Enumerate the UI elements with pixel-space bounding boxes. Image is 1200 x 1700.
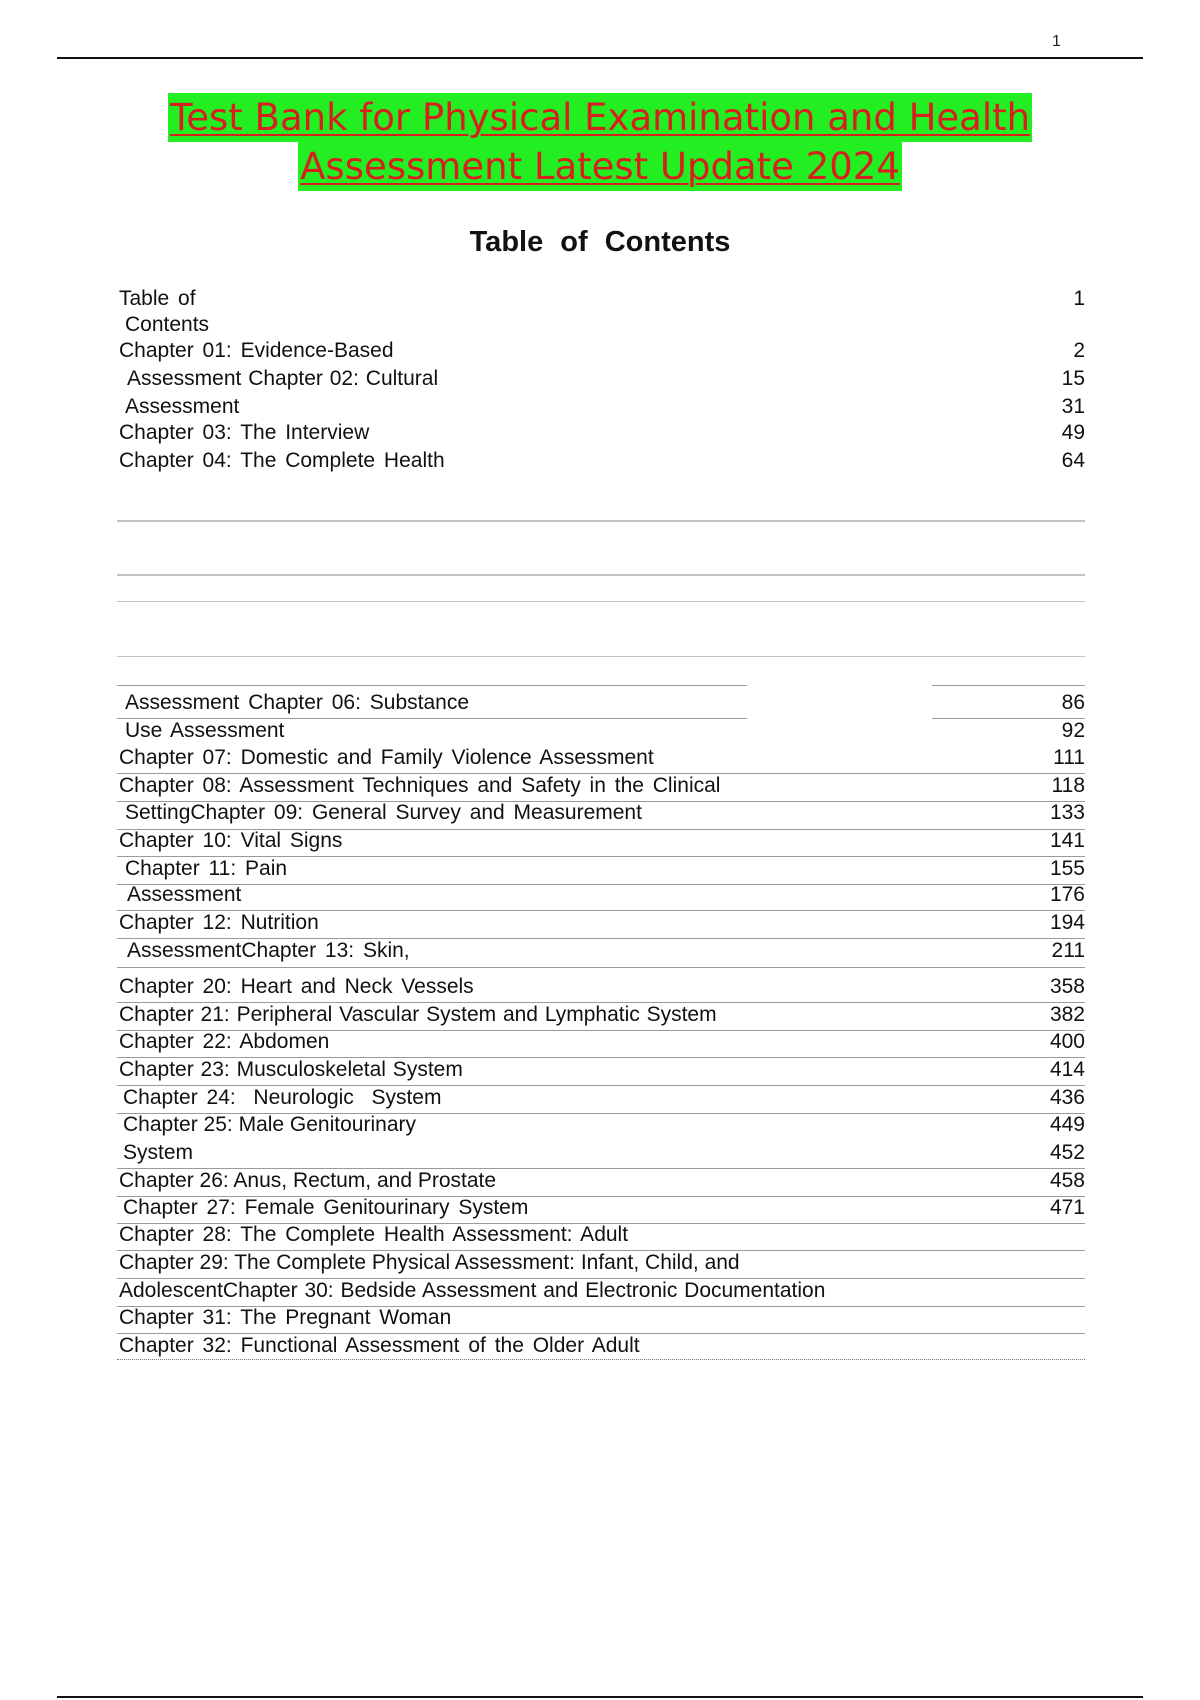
- toc-entry-label: Chapter 21: Peripheral Vascular System and Lymphatic System: [119, 1003, 717, 1026]
- toc-entry-label: Chapter 25: Male Genitourinary: [123, 1113, 416, 1136]
- toc-entry-label: Chapter 27: Female Genitourinary System: [123, 1196, 529, 1219]
- toc-entry-label: Table of: [119, 287, 196, 310]
- toc-entry-label: AdolescentChapter 30: Bedside Assessment and Electronic Documentation: [119, 1279, 826, 1302]
- toc-entry: [117, 1333, 1085, 1359]
- separator-line: [117, 601, 1085, 602]
- toc-entry: [117, 1305, 1085, 1331]
- toc-entry: [117, 718, 1085, 744]
- toc-entry: [117, 312, 1085, 338]
- toc-entry: [117, 974, 1085, 1000]
- toc-entry-page: 458: [1049, 1169, 1085, 1192]
- toc-entry: [117, 1085, 1085, 1111]
- toc-entry-page: 86: [1061, 691, 1085, 714]
- toc-entry: [117, 1112, 1085, 1138]
- toc-entry-label: SettingChapter 09: General Survey and Measurement: [125, 801, 642, 824]
- dotted-separator: [117, 1359, 1085, 1360]
- toc-entry-page: 436: [1049, 1086, 1085, 1109]
- toc-entry: [117, 1278, 1085, 1304]
- toc-entry-label: Chapter 07: Domestic and Family Violence Assessment: [119, 746, 654, 769]
- toc-entry: [117, 394, 1085, 420]
- toc-entry-label: Chapter 28: The Complete Health Assessment: Adult: [119, 1223, 629, 1246]
- toc-entry-page: 118: [1051, 774, 1085, 797]
- separator-line: [932, 685, 1085, 686]
- document-title-line-1: Test Bank for Physical Examination and Health: [168, 93, 1032, 142]
- document-title-line-2: Assessment Latest Update 2024: [298, 142, 902, 191]
- toc-entry: [117, 773, 1085, 799]
- toc-entry-label: Chapter 03: The Interview: [119, 421, 370, 444]
- footer-rule: [57, 1696, 1143, 1698]
- toc-entry: [117, 338, 1085, 364]
- toc-entry: [117, 366, 1085, 392]
- toc-entry: [117, 745, 1085, 771]
- toc-entry: [117, 882, 1085, 908]
- toc-entry-page: 141: [1049, 829, 1085, 852]
- toc-entry-label: Chapter 08: Assessment Techniques and Safety in the Clinical: [119, 774, 721, 797]
- toc-entry-page: 2: [1073, 339, 1085, 362]
- toc-entry: [117, 1002, 1085, 1028]
- toc-entry-label: Chapter 12: Nutrition: [119, 911, 319, 934]
- toc-entry-page: 452: [1049, 1141, 1085, 1164]
- toc-entry-page: 194: [1049, 911, 1085, 934]
- toc-entry-label: Chapter 26: Anus, Rectum, and Prostate: [119, 1169, 497, 1192]
- toc-entry-label: System: [123, 1141, 194, 1164]
- toc-entry-label: Chapter 10: Vital Signs: [119, 829, 343, 852]
- toc-entry: [117, 286, 1085, 312]
- toc-entry-page: 400: [1049, 1030, 1085, 1053]
- toc-entry: [117, 800, 1085, 826]
- toc-entry-page: 15: [1061, 367, 1085, 390]
- toc-entry-page: 49: [1061, 421, 1085, 444]
- separator-line: [117, 574, 1085, 576]
- separator-line: [117, 520, 1085, 522]
- separator-line: [117, 656, 1085, 657]
- toc-entry-label: Use Assessment: [125, 719, 285, 742]
- toc-entry-page: 155: [1049, 857, 1085, 880]
- toc-entry-label: Chapter 11: Pain: [125, 857, 288, 880]
- toc-entry-page: 31: [1061, 395, 1085, 418]
- toc-entry-page: 358: [1049, 975, 1085, 998]
- toc-entry-label: Chapter 23: Musculoskeletal System: [119, 1058, 463, 1081]
- separator-line: [117, 967, 1085, 968]
- toc-entry-label: Chapter 32: Functional Assessment of the Older Adult: [119, 1334, 640, 1357]
- toc-entry: [117, 1195, 1085, 1221]
- toc-entry-page: 211: [1051, 939, 1085, 962]
- toc-entry-label: Assessment: [127, 883, 242, 906]
- toc-entry-page: 382: [1049, 1003, 1085, 1026]
- toc-entry-page: 449: [1049, 1113, 1085, 1136]
- toc-entry-page: 1: [1073, 287, 1085, 310]
- toc-entry-label: Chapter 01: Evidence-Based: [119, 339, 394, 362]
- toc-heading: Table of Contents: [469, 226, 731, 258]
- toc-entry: [117, 448, 1085, 474]
- toc-entry: [117, 1140, 1085, 1166]
- toc-entry: [117, 420, 1085, 446]
- toc-entry-label: Chapter 20: Heart and Neck Vessels: [119, 975, 474, 998]
- toc-entry: [117, 1168, 1085, 1194]
- toc-entry-label: Assessment: [125, 395, 240, 418]
- toc-entry: [117, 856, 1085, 882]
- toc-entry: [117, 690, 1085, 716]
- toc-entry-label: Assessment Chapter 02: Cultural: [127, 367, 439, 390]
- page-number: 1: [1052, 33, 1061, 50]
- toc-entry-page: 133: [1049, 801, 1085, 824]
- toc-entry-page: 414: [1049, 1058, 1085, 1081]
- toc-entry: [117, 828, 1085, 854]
- toc-entry: [117, 1222, 1085, 1248]
- toc-entry-page: 64: [1061, 449, 1085, 472]
- toc-entry-label: Chapter 24: Neurologic System: [123, 1086, 442, 1109]
- toc-entry-page: 111: [1053, 746, 1085, 769]
- toc-entry-page: 176: [1049, 883, 1085, 906]
- toc-entry-label: Chapter 31: The Pregnant Woman: [119, 1306, 452, 1329]
- toc-entry-label: Chapter 29: The Complete Physical Assessment: Infant, Child, and: [119, 1251, 740, 1274]
- toc-entry: [117, 1057, 1085, 1083]
- toc-entry-label: Chapter 04: The Complete Health: [119, 449, 445, 472]
- toc-entry-label: Chapter 22: Abdomen: [119, 1030, 330, 1053]
- toc-entry: [117, 910, 1085, 936]
- header-rule: [57, 57, 1143, 59]
- toc-entry: [117, 938, 1085, 964]
- toc-entry-label: Contents: [125, 313, 210, 336]
- toc-entry: [117, 1029, 1085, 1055]
- toc-entry-page: 92: [1061, 719, 1085, 742]
- document-title: [0, 93, 1200, 191]
- toc-entry-page: 471: [1049, 1196, 1085, 1219]
- toc-entry-label: Assessment Chapter 06: Substance: [125, 691, 470, 714]
- toc-entry-label: AssessmentChapter 13: Skin,: [127, 939, 410, 962]
- toc-entry: [117, 1250, 1085, 1276]
- separator-line: [117, 685, 747, 686]
